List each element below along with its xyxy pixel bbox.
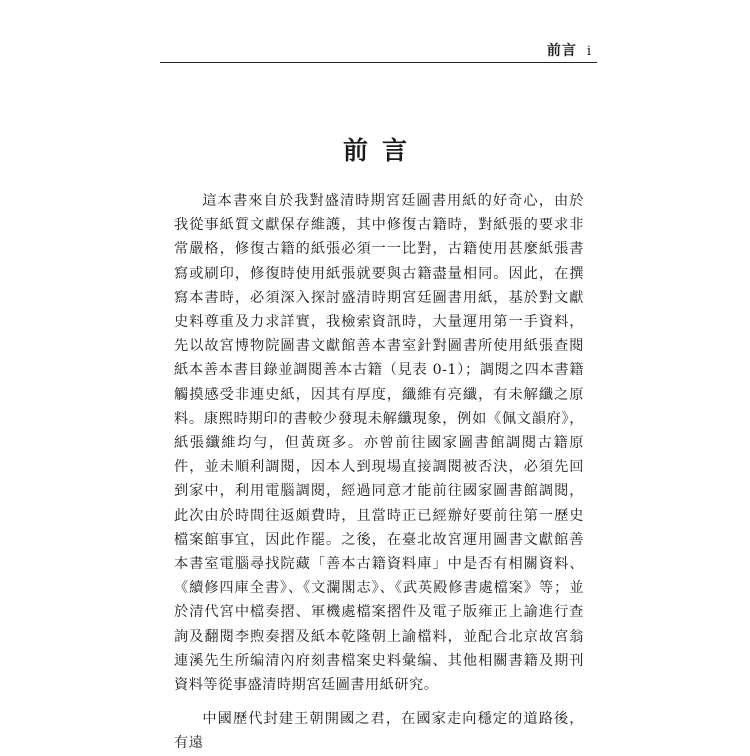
running-head <box>547 40 592 60</box>
body-text <box>174 189 584 756</box>
chapter-title: 前言 <box>342 135 421 165</box>
paragraph-2: 中國歷代封建王朝開國之君，在國家走向穩定的道路後，有遠 <box>174 711 584 752</box>
header-rule <box>160 62 597 63</box>
running-head-title: 前言 <box>546 43 577 59</box>
paragraph-1: 這本書來自於我對盛清時期宮廷圖書用紙的好奇心，由於我從事紙質文獻保存維護，其中修復古籍時，對紙張的要求非常嚴格，修復古籍的紙張必須一一比對，古籍使用甚麼紙張書寫或刷印，修復時使用紙張就要與古籍盡量相同。因此，在撰寫本書時，必須深入探討盛清時期宮廷圖書用紙，基於對文獻史料尊重及力求詳實，我檢索資訊時，大量運用第一手資料，先以故宮博物院圖書文獻館善本書室針對圖書所使用紙張查閱紙本善本書目錄並調閱善本古籍（見表 0-1）；調閱之四本書籍觸摸感受非連史紙，因其有厚度，纖維有亮纖，有未解纖之原料。康熙時期印的書較少發現未解纖現象，例如《佩文韻府》，紙張纖維均勻，但黃斑多。亦曾前往國家圖書館調閱古籍原件，並未順利調閱，因本人到現場直接調閱被否決，必須先回到家中，利用電腦調閱，經過同意才能前往國家圖書館調閱，此次由於時間往返頗費時，且當時正已經辦好要前往第一歷史檔案館事宜，因此作罷。之後，在臺北故宮運用圖書文獻館善本書室電腦尋找院藏「善本古籍資料庫」中是否有相關資料、《續修四庫全書》、《文瀾閣志》、《武英殿修書處檔案》等；並於清代宮中檔奏摺、軍機處檔案摺件及電子版雍正上諭進行查詢及翻閱李煦奏摺及紙本乾隆朝上諭檔料，並配合北京故宮翁連溪先生所编清內府刻書檔案史料彙编、其他相關書籍及期刊資料等從事盛清時期宮廷圖書用紙研究。 <box>174 193 584 694</box>
page-number: i <box>586 44 592 59</box>
